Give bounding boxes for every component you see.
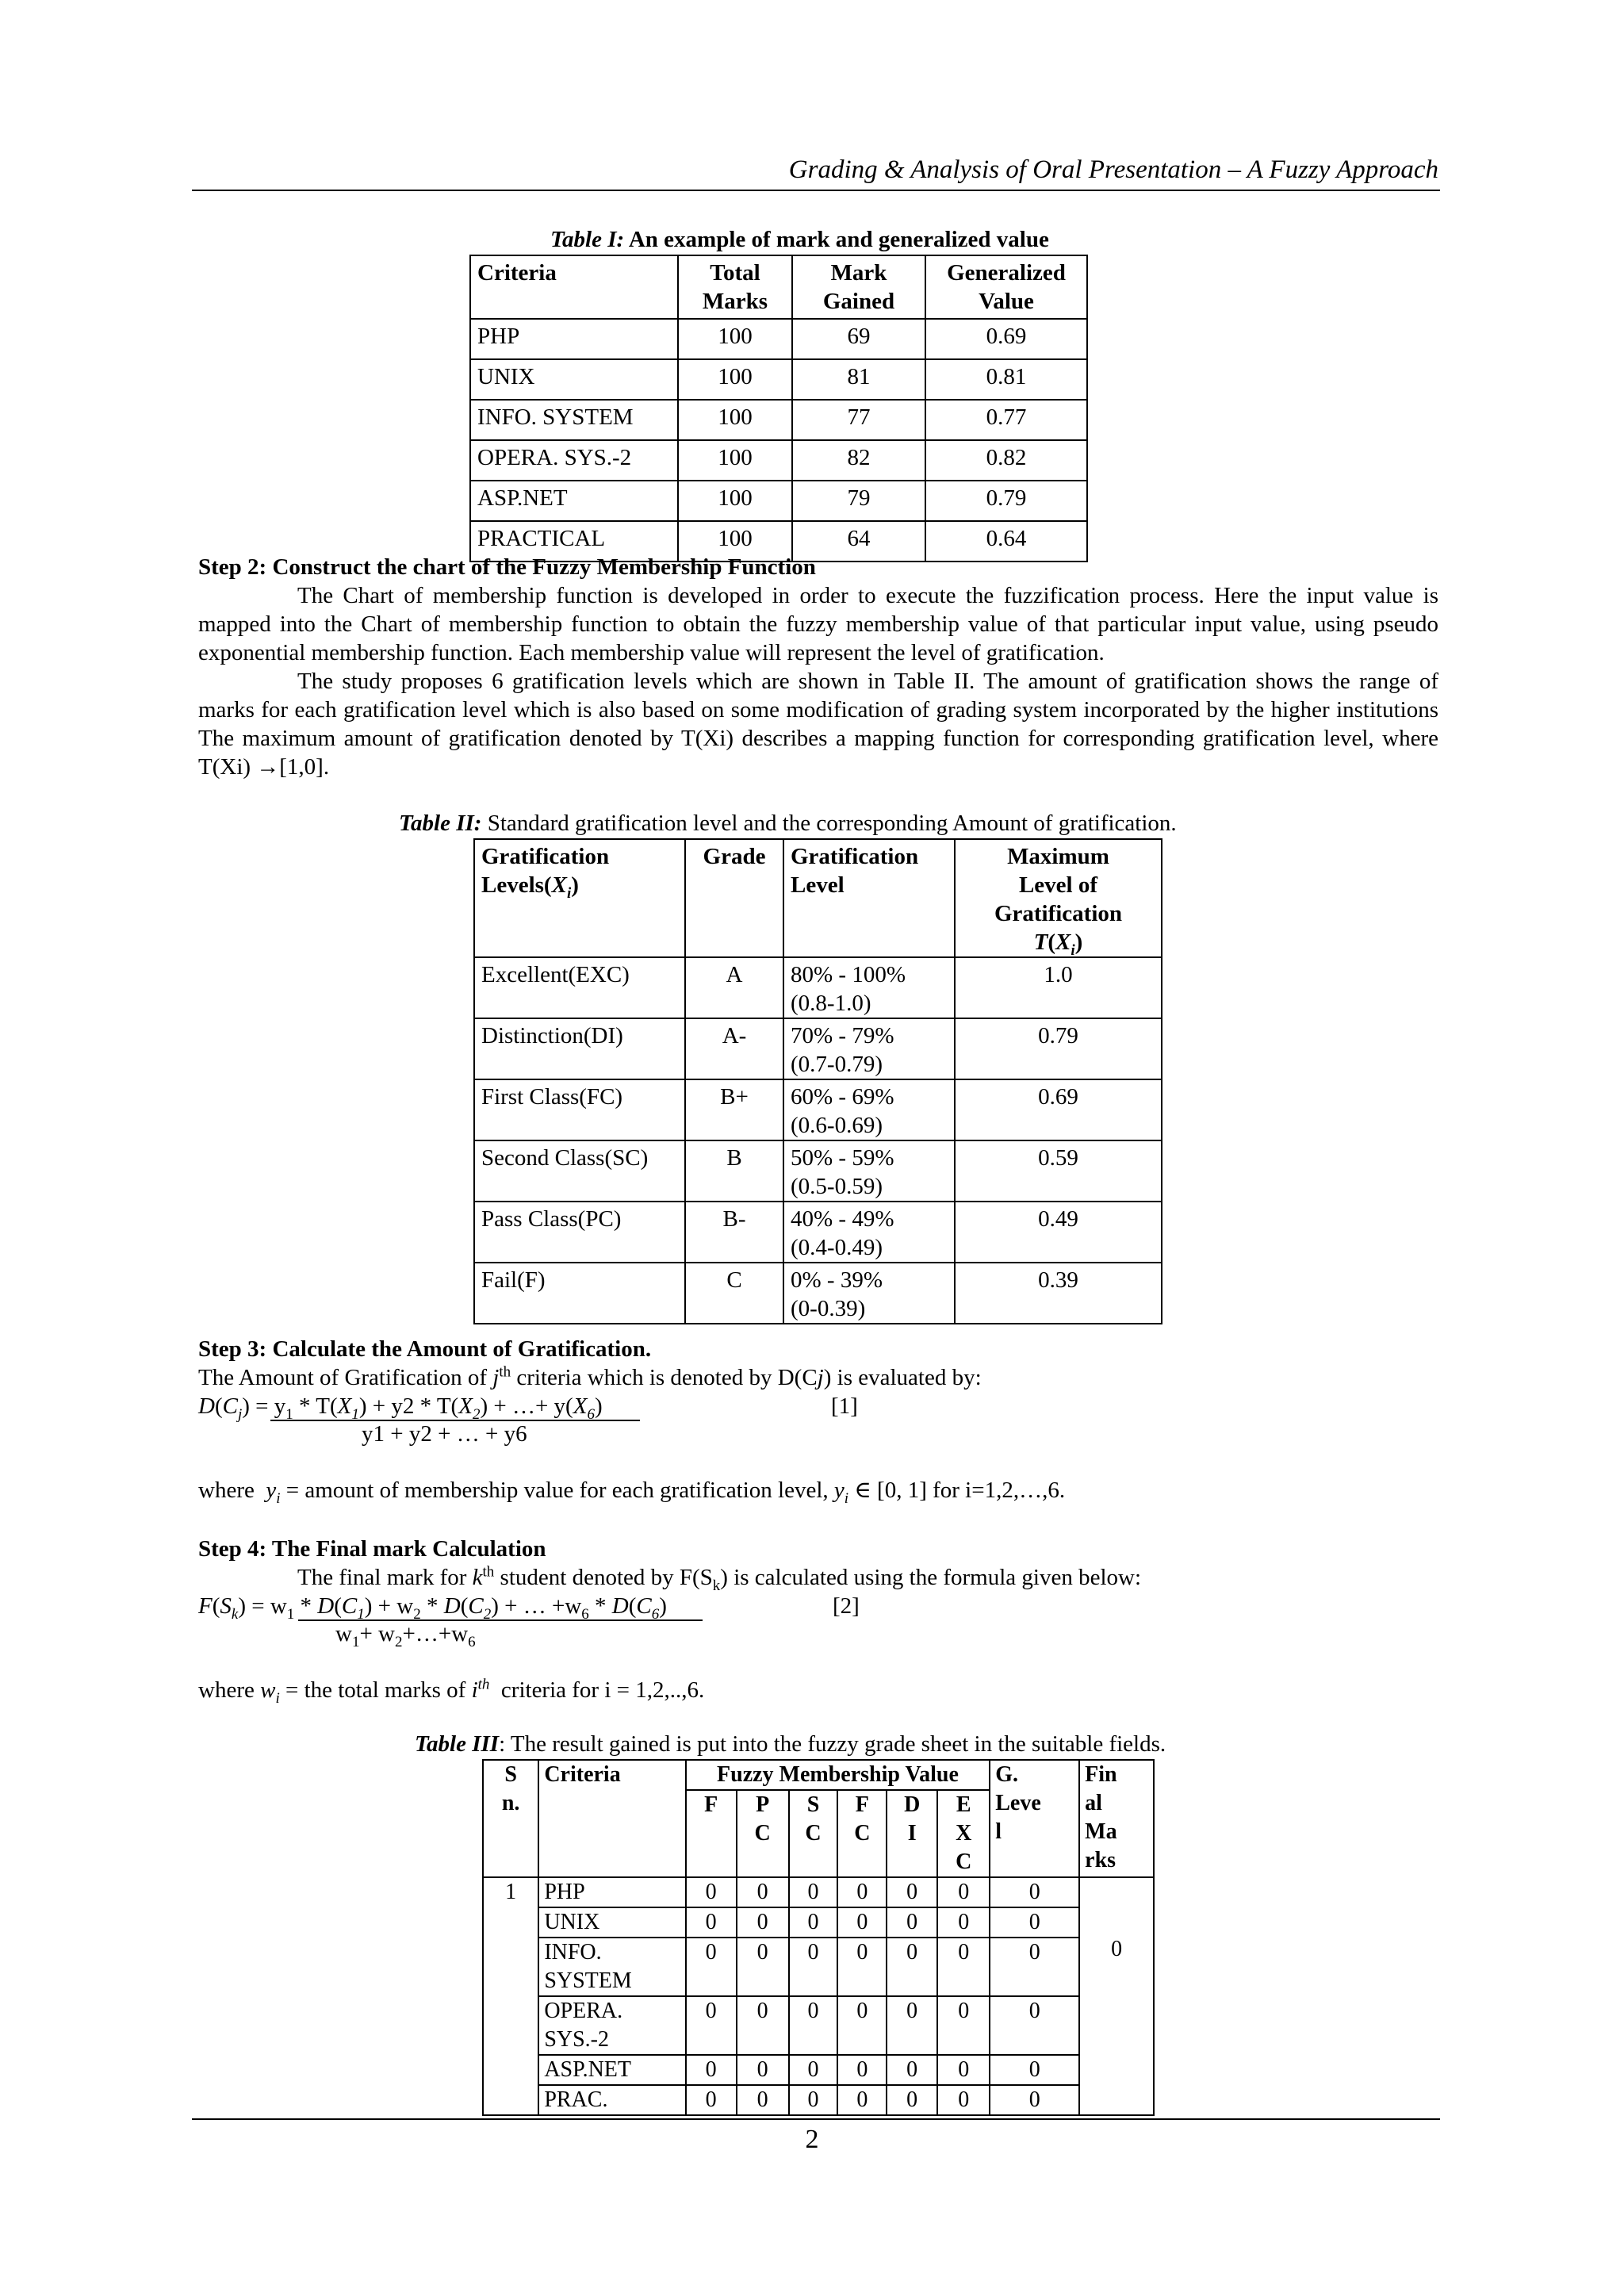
table-row [483,1938,1154,1996]
table-cell: ASP.NET [538,2055,685,2085]
table-cell: ASP.NET [470,481,678,521]
table-cell: 0 [789,1938,838,1996]
table-cell: First Class(FC) [474,1079,685,1140]
table3-header-fuzzy-membership: Fuzzy Membership Value [686,1760,990,1790]
table-cell: INFO. SYSTEM [538,1938,685,1996]
table-cell [783,1018,955,1079]
table-row [474,1202,1162,1263]
table-cell: B- [685,1202,783,1263]
table-cell: UNIX [538,1907,685,1938]
table-cell: 0 [937,1877,990,1907]
table-row [474,1140,1162,1202]
table-cell: Second Class(SC) [474,1140,685,1202]
range-fraction: (0.4-0.49) [791,1235,883,1260]
table1-header-cell: Mark Gained [792,255,925,319]
table-cell: 0 [887,1907,937,1938]
table-cell: 0 [789,1996,838,2055]
range-percent: 50% - 59% [791,1145,894,1171]
table3-caption [415,1730,1166,1758]
step4-intro: The final mark for $k^{th}$ student denoted by $F(S_k)$ is calculated using the formula given below: [297,1563,1142,1594]
table-cell: 64 [792,521,925,562]
table-cell: 0 [737,1907,789,1938]
table-row [474,1079,1162,1140]
table-cell: 0 [737,1938,789,1996]
table-cell: 0 [990,2055,1079,2085]
step2-section [198,553,1438,781]
table2 [473,838,1162,1324]
table-cell: 0 [789,1907,838,1938]
table-cell: INFO. SYSTEM [470,400,678,440]
table-cell: 69 [792,319,925,359]
range-fraction: (0.6-0.69) [791,1113,883,1138]
equation-1-numerator: $D(C_j) = y_1 * T(X_1) + y2 * T(X_2)$ + …+ $y(X_6)$ [198,1393,603,1423]
table-row [470,359,1087,400]
table-cell: 100 [678,400,792,440]
table-cell: 1.0 [955,957,1162,1018]
table-cell: 0 [990,1907,1079,1938]
table2-header-cell: Gratification Level [783,839,955,957]
range-fraction: (0.5-0.59) [791,1174,883,1199]
table-cell: 100 [678,481,792,521]
table-cell: UNIX [470,359,678,400]
table3-subheader-cell: E X C [937,1790,990,1877]
range-fraction: (0-0.39) [791,1296,866,1321]
table-cell: 0 [837,1907,887,1938]
table-cell: 0 [837,2085,887,2115]
table-cell: Pass Class(PC) [474,1202,685,1263]
table-cell: C [685,1263,783,1324]
equation-2-number: [2] [833,1593,860,1619]
table-cell: 0 [887,1877,937,1907]
table-cell: 100 [678,521,792,562]
table-row [483,2055,1154,2085]
step4-heading: Step 4: The Final mark Calculation [198,1536,546,1562]
table-row [470,400,1087,440]
table-cell: 0 [686,1877,737,1907]
step3-heading: Step 3: Calculate the Amount of Gratification. [198,1336,652,1362]
step3-where: where $y_i$ = amount of membership value for each gratification level, $y_i$ ∈ [0, 1] for i=1,2,…,6. [198,1478,1066,1507]
table3-header-final-marks: Fin al Ma rks [1079,1760,1154,1877]
table1-caption-text: An example of mark and generalized value [624,227,1049,252]
range-percent: 40% - 49% [791,1206,894,1232]
page-number: 2 [805,2125,819,2154]
table-cell: 0.77 [925,400,1087,440]
table-row [483,1877,1154,1907]
table-cell: 82 [792,440,925,481]
table3-caption-lead: Table III [415,1731,500,1757]
table1-caption [550,225,1049,254]
table-cell: PHP [538,1877,685,1907]
table3-subheader-cell: D I [887,1790,937,1877]
table-row [483,2085,1154,2115]
table-row [483,1996,1154,2055]
table-cell: 0 [789,2085,838,2115]
table1-header-row [470,255,1087,319]
table-row [474,957,1162,1018]
table3-subheader-cell: P C [737,1790,789,1877]
table-row [470,440,1087,481]
table-row [483,1907,1154,1938]
table-cell: 0 [737,2055,789,2085]
table-cell: 0 [887,1996,937,2055]
table2-header-cell: Grade [685,839,783,957]
table3-subheader-cell: F C [837,1790,887,1877]
table-cell [783,1263,955,1324]
range-percent: 60% - 69% [791,1084,894,1110]
table1-caption-lead: Table I: [550,227,625,252]
table3-header-glevel: G. Leve l [990,1760,1079,1877]
header-rule [192,190,1440,191]
table2-caption-text: Standard gratification level and the corresponding Amount of gratification. [481,811,1177,836]
footer-rule [192,2118,1440,2120]
table-cell: PRACTICAL [470,521,678,562]
table2-header-cell: Maximum Level of Gratification $T(X_i)$ [955,839,1162,957]
step3-intro: The Amount of Gratification of $j^{th}$ criteria which is denoted by D(Cj) is evaluated by: [198,1363,982,1390]
table-cell: 0 [686,2055,737,2085]
table1-header-cell: Total Marks [678,255,792,319]
range-percent: 70% - 79% [791,1023,894,1048]
table3-final-marks-cell: 0 [1079,1877,1154,2115]
step2-paragraph: The Chart of membership function is developed in order to execute the fuzzification process. Here the input value is mapped into the Chart of membership function to obtain the fuzzy membership value of that particular input value, using pseudo exponential membership function. Each membership value will represent the level of gratification. [198,583,1438,665]
table-cell: 81 [792,359,925,400]
table-cell: 0.64 [925,521,1087,562]
table-cell: 0 [937,2085,990,2115]
table-row [474,1263,1162,1324]
table-cell: 0 [686,1907,737,1938]
equation-2-numerator: $F(S_k) = w_1 * D(C_1) + w_2 * D(C_2)$ + … $+w_6 * D(C_6)$ [198,1593,667,1623]
range-fraction: (0.8-1.0) [791,991,871,1016]
table3-subheader-cell: F [686,1790,737,1877]
table3-header-criteria: Criteria [538,1760,685,1877]
table-row [470,481,1087,521]
table-cell: A [685,957,783,1018]
table3-subheader-cell: S C [789,1790,838,1877]
step2-heading: Step 2: Construct the chart of the Fuzzy Membership Function [198,554,816,580]
table-cell: 79 [792,481,925,521]
table3-sn-cell: 1 [483,1877,538,2115]
table-cell: 0 [737,1877,789,1907]
table-cell: Distinction(DI) [474,1018,685,1079]
table-cell: 0 [737,2085,789,2115]
table-cell: A- [685,1018,783,1079]
table2-header-cell: Gratification $Levels(X_i)$ [474,839,685,957]
table2-caption-lead: Table II: [399,811,482,836]
range-percent: 80% - 100% [791,962,906,987]
running-header: Grading & Analysis of Oral Presentation – A Fuzzy Approach [788,155,1438,184]
table-cell: 0 [686,2085,737,2115]
table-cell: 0 [789,2055,838,2085]
table-cell: 0 [990,2085,1079,2115]
table1-header-cell: Criteria [470,255,678,319]
table-cell: OPERA. SYS.-2 [538,1996,685,2055]
table-cell: B [685,1140,783,1202]
table-cell: PRAC. [538,2085,685,2115]
table-cell: 0.69 [955,1079,1162,1140]
table-cell: 0.59 [955,1140,1162,1202]
table-cell: 0 [837,2055,887,2085]
table-cell: 0.81 [925,359,1087,400]
table-cell: 0 [937,1907,990,1938]
table-cell [783,1079,955,1140]
equation-2-denominator: $w_1+$ $w_2+\dots+w_6$ [335,1621,476,1650]
table-cell: 0 [686,1996,737,2055]
table-cell: 0.82 [925,440,1087,481]
table-cell: PHP [470,319,678,359]
table-cell: 0 [937,1938,990,1996]
table-cell: 0.39 [955,1263,1162,1324]
table-cell: 0 [887,1938,937,1996]
step4-section [198,1535,1438,1592]
table-cell: 0.79 [955,1018,1162,1079]
table-cell: 0 [937,1996,990,2055]
equation-1-number: [1] [831,1393,858,1419]
table-cell [783,1140,955,1202]
table-cell: 0 [990,1877,1079,1907]
table2-header-row [474,839,1162,957]
table-cell: Excellent(EXC) [474,957,685,1018]
step3-section [198,1335,1438,1392]
table-cell: 0 [837,1938,887,1996]
table-cell: 100 [678,319,792,359]
range-percent: 0% - 39% [791,1267,883,1293]
table-cell: 0 [837,1996,887,2055]
table-row [474,1018,1162,1079]
table-cell [783,1202,955,1263]
table-cell: 0 [887,2055,937,2085]
table-cell: 100 [678,440,792,481]
table-cell: 0 [937,2055,990,2085]
table-cell: Fail(F) [474,1263,685,1324]
equation-1-denominator: y1 + y2 + … + y6 [362,1421,527,1447]
table3 [482,1759,1155,2116]
table3-caption-text: : The result gained is put into the fuzzy grade sheet in the suitable fields. [499,1731,1166,1757]
table-cell: 0 [737,1996,789,2055]
table-cell: B+ [685,1079,783,1140]
table-cell: 77 [792,400,925,440]
table-cell: 0 [887,2085,937,2115]
table-cell: 0.79 [925,481,1087,521]
table-cell: 0 [990,1938,1079,1996]
range-fraction: (0.7-0.79) [791,1052,883,1077]
table-cell: 0 [789,1877,838,1907]
table1 [469,255,1088,562]
table-cell: 0.69 [925,319,1087,359]
table-cell: 0 [837,1877,887,1907]
table-cell [783,957,955,1018]
table-cell: 0.49 [955,1202,1162,1263]
table-cell: OPERA. SYS.-2 [470,440,678,481]
step2-paragraph: The study proposes 6 gratification levels which are shown in Table II. The amount of gratification shows the range of marks for each gratification level which is also based on some modification of grading system incorporated by the higher institutions The maximum amount of gratification denoted by T(Xi) describes a mapping function for corresponding gratification level, where T(Xi) →[1,0]. [198,669,1438,780]
table-cell: 100 [678,359,792,400]
table-cell: 0 [990,1996,1079,2055]
table1-header-cell: Generalized Value [925,255,1087,319]
table3-header-sn: S n. [483,1760,538,1877]
table3-header-row [483,1760,1154,1790]
table2-caption [399,809,1177,838]
table-row [470,319,1087,359]
table-cell: 0 [686,1938,737,1996]
step4-where: where $w_i$ = the total marks of $i^{th}$ criteria for i = 1,2,..,6. [198,1676,705,1707]
